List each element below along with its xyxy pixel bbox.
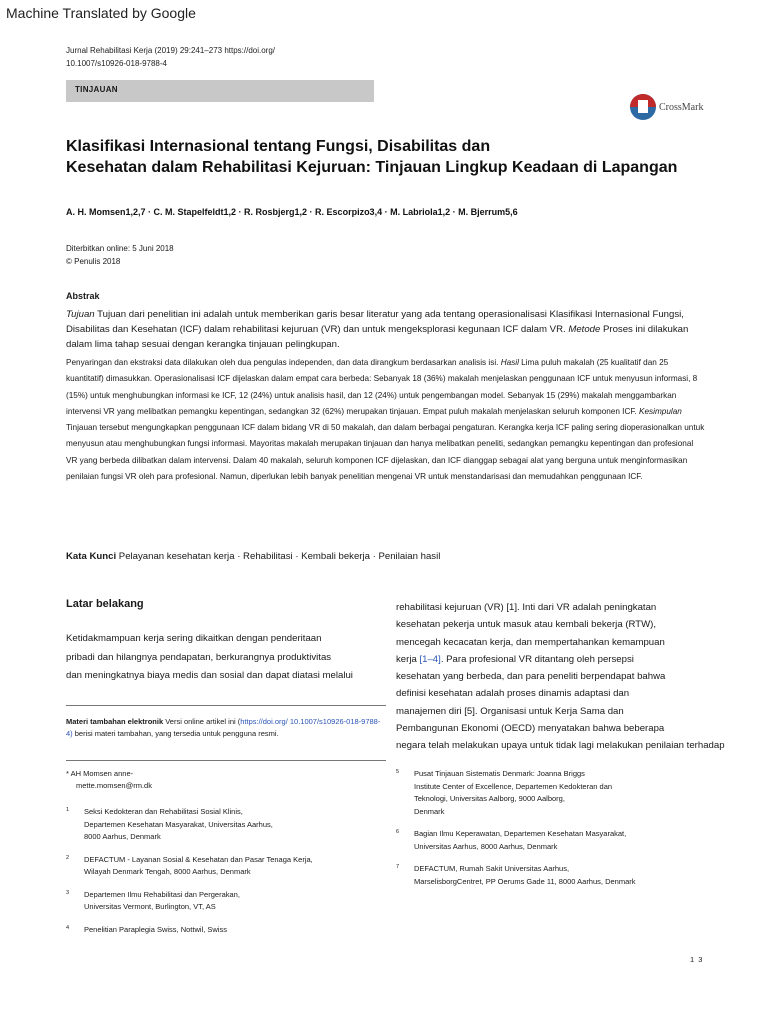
publication-info [66,242,174,268]
affiliation [396,768,756,818]
affiliation-line: Institute Center of Excellence, Departemen Kedokteran dan [414,781,613,791]
affiliation-number: 3 [66,889,70,896]
title-line-1: Klasifikasi Internasional tentang Fungsi, Disabilitas dan [66,138,491,155]
translation-banner: Machine Translated by Google [6,5,196,21]
affiliation-line: Denmark [414,806,445,816]
crossmark-icon [630,94,656,120]
article-title [66,136,677,178]
abstract-text-3: Tinjauan tersebut mengungkapkan penggunaan ICF dalam bidang VR di 50 makalah, dan dalam berbagai pengaturan. Kerangka kerja ICF paling sering dioperasionalkan untuk menyusun atau menghubungkan fungsi informasi. Mayoritas makalah merupakan tinjauan dan hanya melibatkan peneliti, sedangkan pemangku kepentingan dan profesional VR yang berbeda dilibatkan dalam intervensi. Dalam 40 makalah, seluruh komponen ICF dijelaskan, dan ICF dianggap sebagai alat yang berguna untuk menginformasikan penilaian fungsi VR oleh para profesional. Namun, diperlukan lebih banyak penelitian mengenai VR untuk menstandarisasi dan memudahkan penggunaan ICF. [66,423,705,482]
affiliation-number: 1 [66,807,70,813]
affiliation-line: Seksi Kedokteran dan Rehabilitasi Sosial Klinis, [84,807,243,816]
body-line: Pembangunan Ekonomi (OECD) menyatakan bahwa beberapa [396,723,665,735]
affiliation-number: 7 [396,864,400,870]
keywords-label: Kata Kunci [66,551,117,562]
abstract-text-1: Penyaringan dan ekstraksi data dilakukan oleh dua pengulas independen, dan data dirangkum berdasarkan analisis isi. [66,358,501,367]
affiliation-line: Departemen Kesehatan Masyarakat, Universitas Aarhus, [84,819,273,829]
title-line-2: Kesehatan dalam Rehabilitasi Kejuruan: Tinjauan Lingkup Keadaan di Lapangan [66,159,678,176]
divider [66,760,386,761]
crossmark-label: CrossMark [659,101,704,113]
published-date: Diterbitkan online: 5 Juni 2018 [66,244,174,253]
page-number: 1 3 [690,955,704,964]
copyright: © Penulis 2018 [66,257,121,266]
purpose-text: Tujuan dari penelitian ini adalah untuk memberikan garis besar literatur yang ada tentang operasionalisasi Klasifikasi Internasional Fungsi, Disabilitas dan Kesehatan (ICF) dalam rehabilitasi kejuruan (VR) dan untuk mengeksplorasi kegunaan ICF dalam VR. [66,309,684,335]
body-text: kerja [396,653,420,665]
affiliation-line: MarselisborgCentret, PP Oerums Gade 11, 8000 Aarhus, Denmark [414,876,636,886]
supplementary-note [66,716,386,740]
supplementary-label: Materi tambahan elektronik [66,717,164,726]
affiliation [66,924,386,937]
method-text: Proses ini dilakukan dalam lima tahap sesuai dengan kerangka tinjauan pelingkupan. [66,324,689,350]
affiliation-line: Bagian Ilmu Keperawatan, Departemen Kesehatan Masyarakat, [414,829,627,838]
affiliation [66,854,386,879]
abstract-text-2: Lima puluh makalah (25 kualitatif dan 25 kuantitatif) dimasukkan. Operasionalisasi ICF dijelaskan dalam empat cara berbeda: Sebanyak 18 (36%) makalah menjelaskan penggunaan ICF untuk menyusun informasi, 8 (15%) untuk menghubungkan informasi ke ICF, 12 (24%) untuk analisis hasil, dan 12 (24%) untuk pengembangan model. Sebanyak 15 (29%) makalah menggambarkan intervensi VR yang melibatkan pemangku kepentingan, sedangkan 32 (62%) merupakan tinjauan. Empat puluh makalah menjelaskan seluruh komponen ICF. [66,358,698,416]
journal-line-1: Jurnal Rehabilitasi Kerja (2019) 29:241–273 https://doi.org/ [66,46,276,55]
affiliation-line: Teknologi, Universitas Aalborg, 9000 Aalborg, [414,794,565,803]
section-tag: TINJAUAN [75,85,118,94]
background-heading: Latar belakang [66,598,144,610]
supplementary-link[interactable]: https://doi.org/ 10.1007/s10926-018-9788-4) [66,717,381,738]
affiliation-number: 5 [396,769,400,775]
results-label: Hasil [500,358,519,367]
body-line: negara telah melakukan upaya untuk tidak lagi melakukan penilaian terhadap [396,740,725,752]
body-line: mencegah kecacatan kerja, dan mempertahankan kemampuan [396,636,665,648]
affiliation [66,889,386,914]
method-label: Metode [568,324,601,335]
purpose-label: Tujuan [66,309,95,320]
affiliation [396,828,756,853]
body-line: manajemen diri [5]. Organisasi untuk Kerja Sama dan [396,705,624,717]
body-line: rehabilitasi kejuruan (VR) [1]. Inti dari VR adalah peningkatan [396,602,657,613]
author-list: A. H. Momsen1,2,7 · C. M. Stapelfeldt1,2 · R. Rosbjerg1,2 · R. Escorpizo3,4 · M. Labriola1,2 · M. Bjerrum5,6 [66,207,518,217]
background-text [66,630,396,686]
correspondence-name: * AH Momsen anne- [66,769,134,778]
affiliation-line: 8000 Aarhus, Denmark [84,832,161,841]
keywords-text: Pelayanan kesehatan kerja · Rehabilitasi · Kembali bekerja · Penilaian hasil [116,551,441,562]
affiliation-line: Universitas Aarhus, 8000 Aarhus, Denmark [414,841,558,851]
supplementary-text: berisi materi tambahan, yang tersedia untuk pengguna resmi. [72,729,279,738]
right-column-text [396,599,768,755]
body-line [396,651,768,668]
affiliation [396,863,756,888]
affiliation-number: 6 [396,829,400,835]
keywords [66,551,440,562]
body-line: kesehatan yang berbeda, dan para peneliti berpendapat bahwa [396,671,666,683]
affiliation [66,806,386,844]
background-line: pribadi dan hilangnya pendapatan, berkurangnya produktivitas [66,651,332,663]
conclusion-label: Kesimpulan [639,406,682,416]
background-line: Ketidakmampuan kerja sering dikaitkan dengan penderitaan [66,633,322,644]
background-line: dan meningkatnya biaya medis dan sosial dan dapat diatasi melalui [66,670,353,681]
supplementary-text: Versi online artikel ini ( [163,717,241,726]
abstract-purpose [66,307,706,352]
correspondence [66,768,152,792]
affiliation-number: 2 [66,854,70,861]
body-line: kesehatan pekerja untuk masuk atau kembali bekerja (RTW), [396,619,657,631]
abstract-heading: Abstrak [66,291,100,301]
affiliation-line: Universitas Vermont, Burlington, VT, AS [84,902,216,911]
divider [66,705,386,706]
affiliation-line: Pusat Tinjauan Sistematis Denmark: Joanna Briggs [414,769,585,778]
abstract-body [66,355,706,485]
affiliation-line: Departemen Ilmu Rehabilitasi dan Pergerakan, [84,889,240,899]
affiliation-line: Wilayah Denmark Tengah, 8000 Aarhus, Denmark [84,867,251,876]
affiliation-number: 4 [66,924,70,931]
citation-link[interactable]: [1–4] [419,653,441,665]
affiliation-line: DEFACTUM, Rumah Sakit Universitas Aarhus, [414,864,570,873]
journal-doi[interactable]: 10.1007/s10926-018-9788-4 [66,59,167,68]
correspondence-email[interactable]: mette.momsen@rm.dk [76,781,152,790]
journal-citation [66,44,275,70]
body-text: . Para profesional VR ditantang oleh persepsi [440,653,634,665]
section-tag-bar [66,80,374,102]
body-line: definisi kesehatan adalah proses dinamis adaptasi dan [396,688,630,700]
crossmark-badge[interactable] [630,93,730,121]
affiliations-right [396,768,756,888]
affiliation-line: DEFACTUM - Layanan Sosial & Kesehatan dan Pasar Tenaga Kerja, [84,854,313,864]
affiliation-line: Penelitian Paraplegia Swiss, Nottwil, Swiss [84,924,227,934]
affiliations-left [66,806,386,936]
